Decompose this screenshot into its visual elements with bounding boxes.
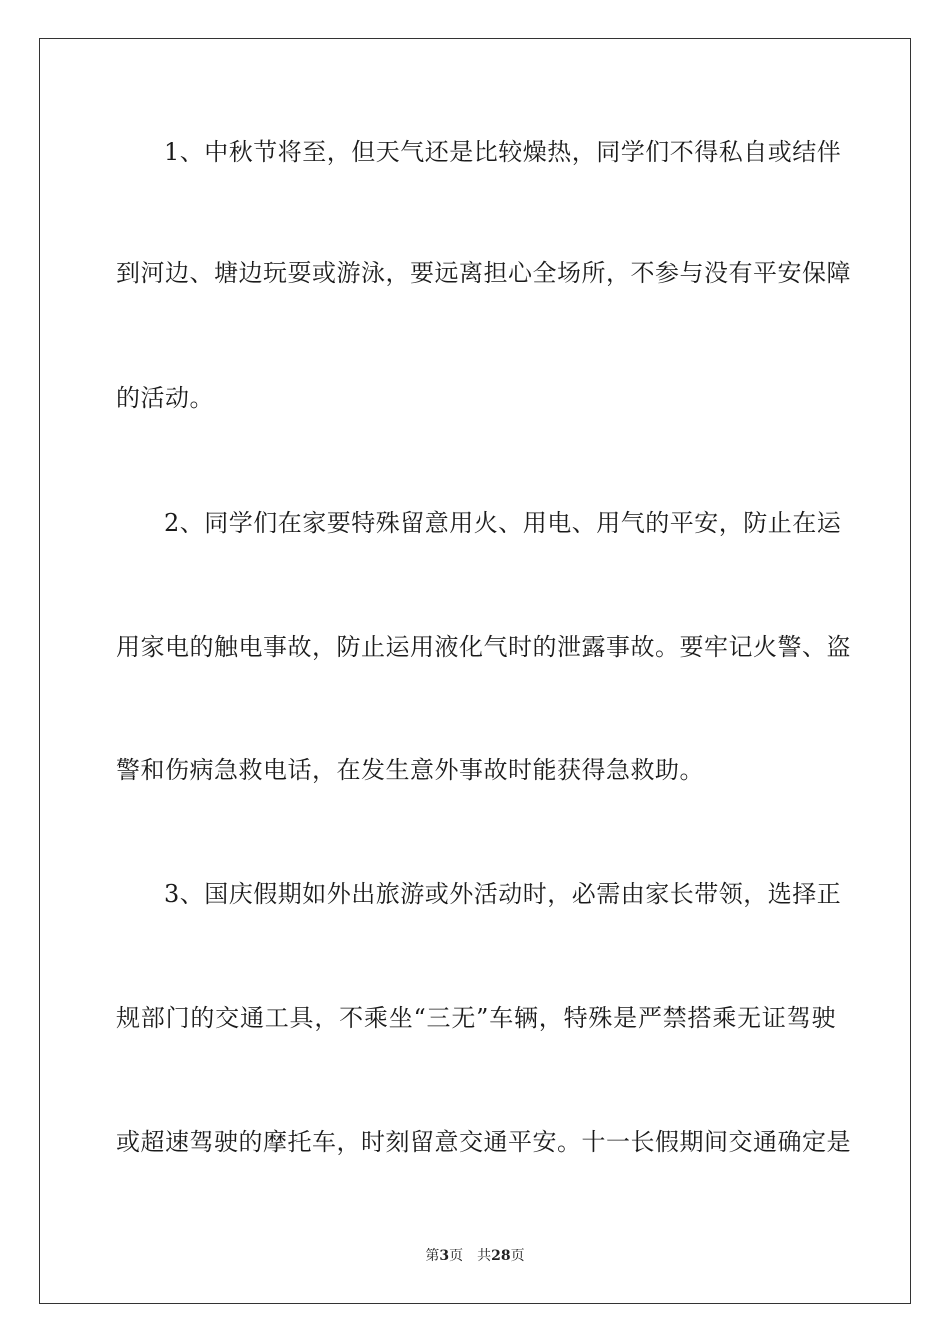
page-total: [477, 1248, 524, 1264]
current-page: 3: [439, 1248, 450, 1264]
total-pages: 28: [491, 1248, 511, 1264]
page-suffix: 页: [449, 1248, 464, 1264]
page-border: [39, 38, 911, 1304]
paragraph-line: 3、国庆假期如外出旅游或外活动时，必需由家长带领，选择正: [164, 880, 842, 908]
total-suffix: 页: [510, 1248, 525, 1264]
paragraph-line: 警和伤病急救电话，在发生意外事故时能获得急救助。: [116, 756, 704, 784]
paragraph-line: 1、中秋节将至，但天气还是比较燥热，同学们不得私自或结伴: [164, 138, 842, 166]
paragraph-line: 用家电的触电事故，防止运用液化气时的泄露事故。要牢记火警、盗: [116, 633, 851, 661]
total-prefix: 共: [477, 1248, 492, 1264]
paragraph-line: 或超速驾驶的摩托车，时刻留意交通平安。十一长假期间交通确定是: [116, 1128, 851, 1156]
page-prefix: 第: [425, 1248, 440, 1264]
paragraph-line: 2、同学们在家要特殊留意用火、用电、用气的平安，防止在运: [164, 509, 842, 537]
paragraph-line: 的活动。: [116, 384, 214, 412]
page-footer: [0, 1247, 950, 1265]
page-number: [425, 1248, 463, 1264]
paragraph-line: 到河边、塘边玩耍或游泳，要远离担心全场所，不参与没有平安保障: [116, 259, 851, 287]
paragraph-line: 规部门的交通工具，不乘坐“三无”车辆，特殊是严禁搭乘无证驾驶: [116, 1004, 836, 1032]
